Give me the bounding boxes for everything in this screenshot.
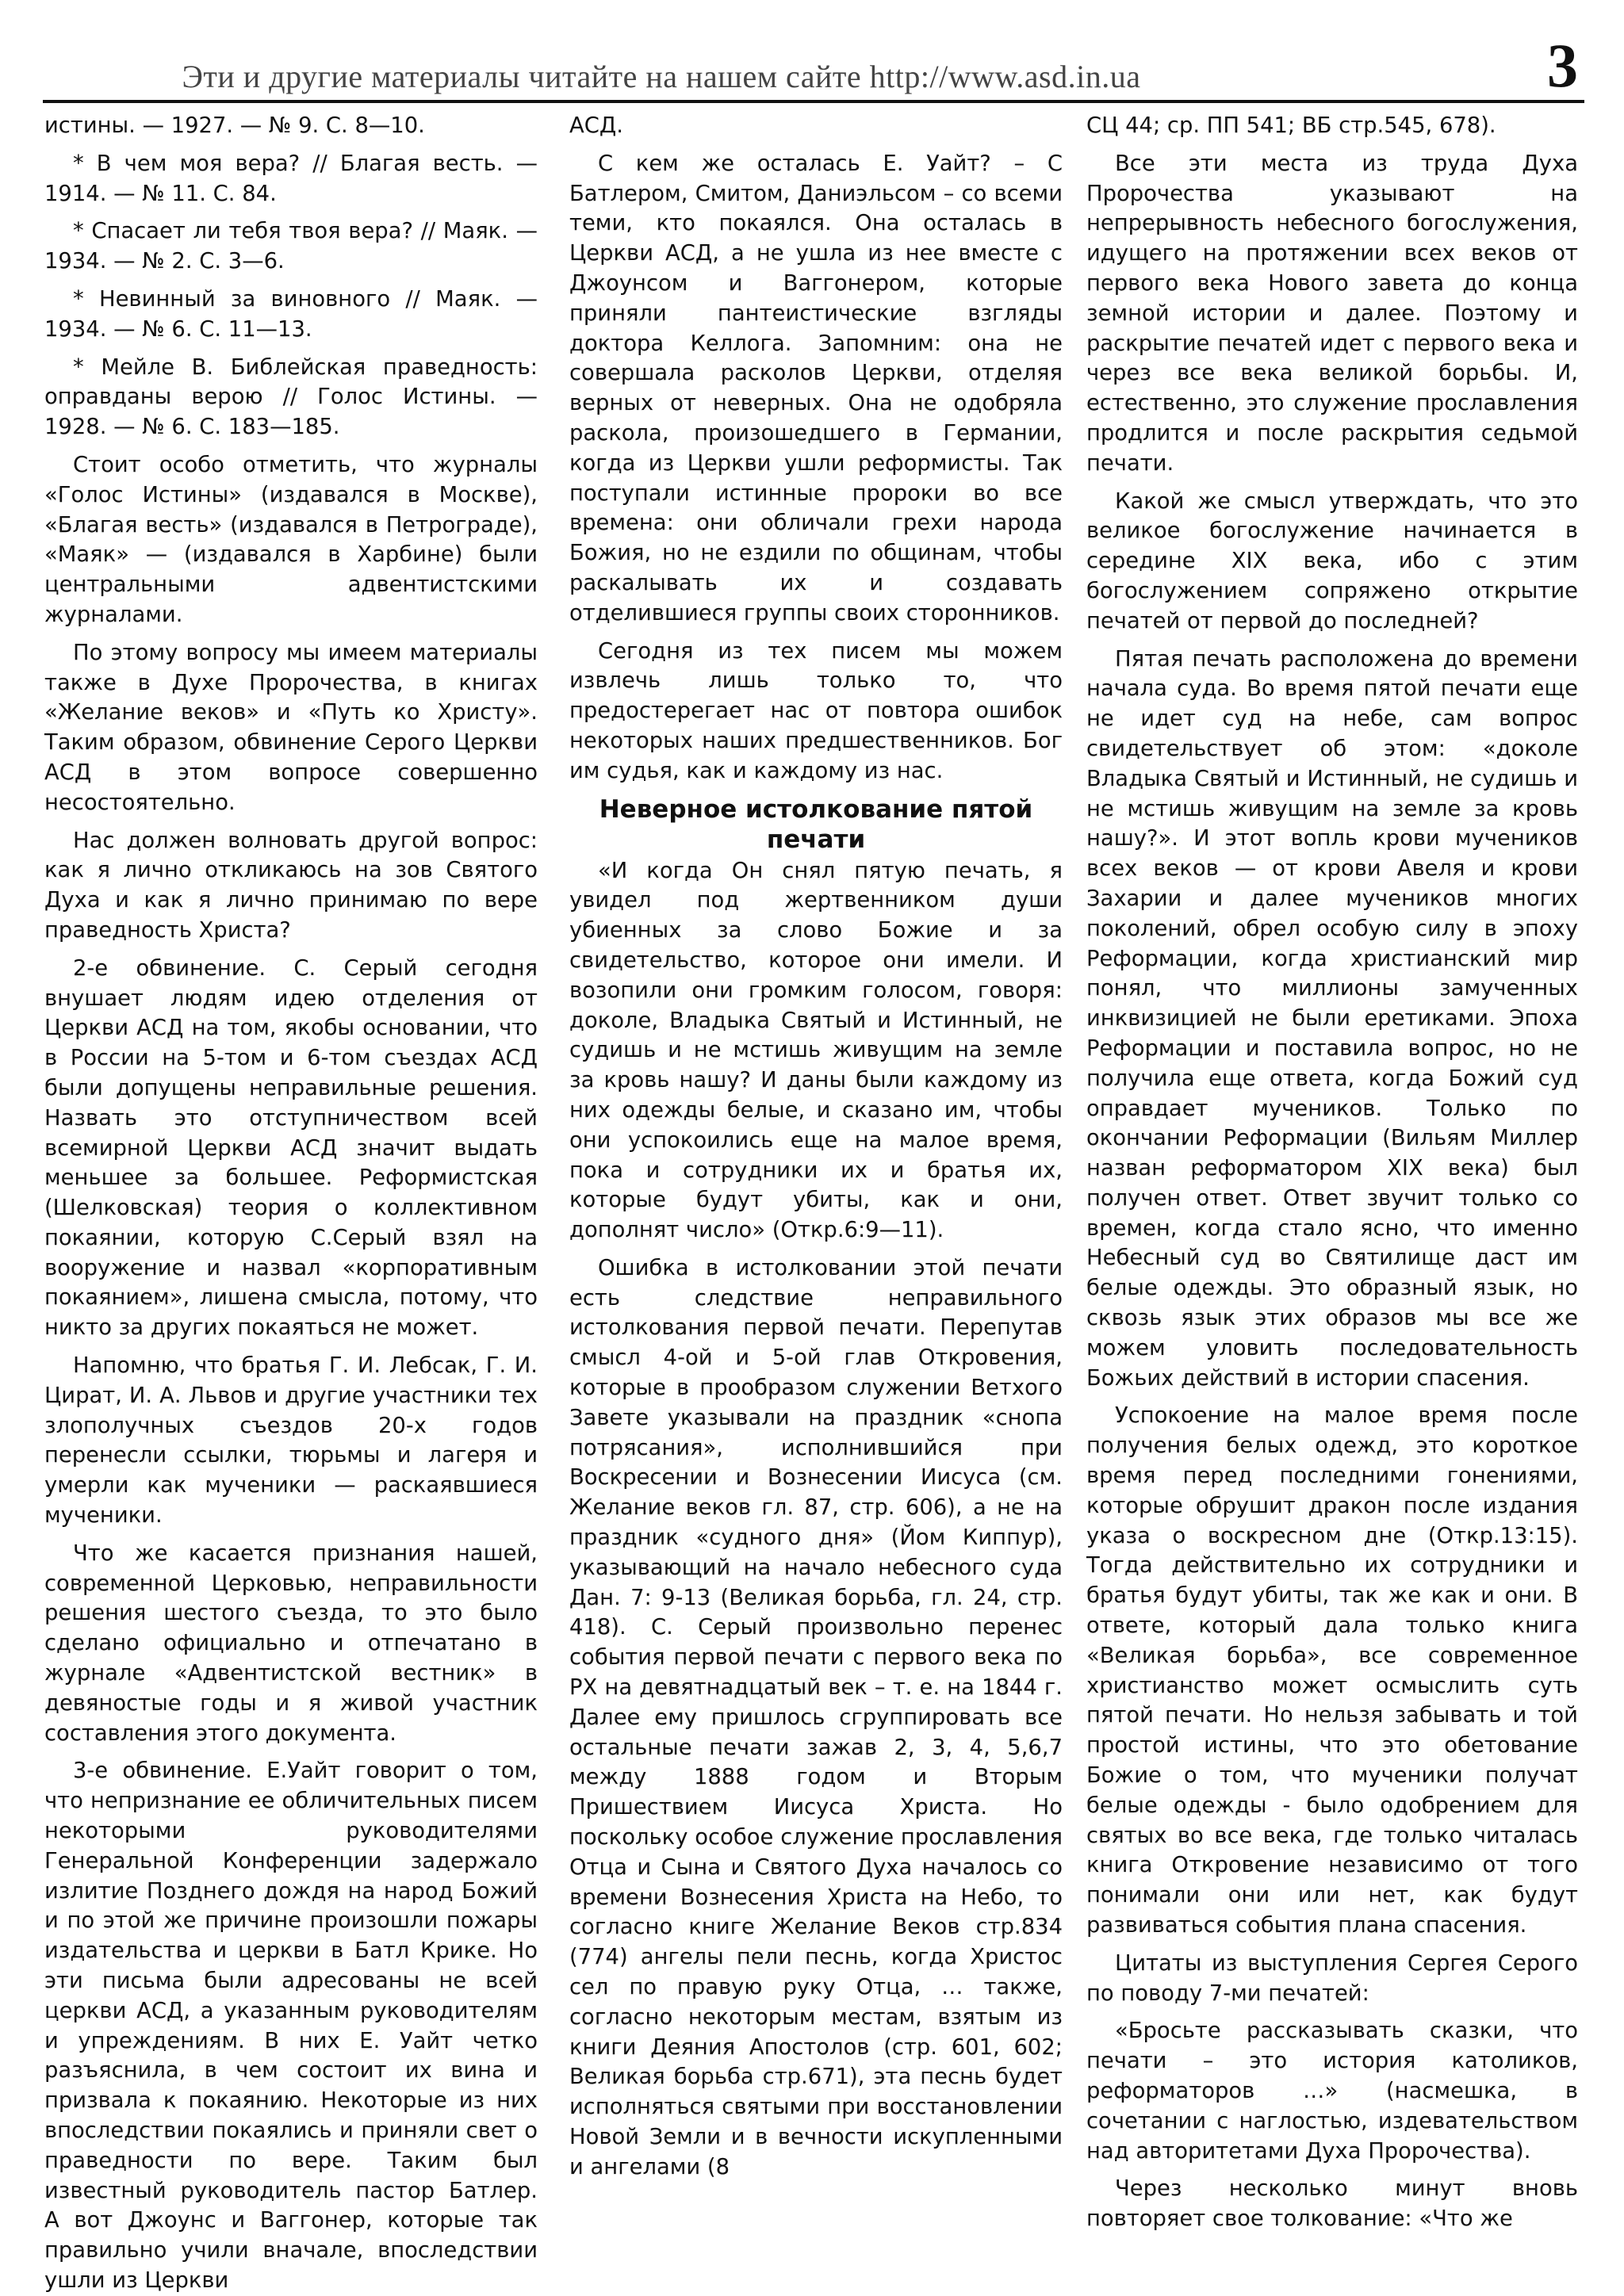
paragraph: Пятая печать расположена до времени начала суда. Во время пятой печати еще не идет суд на небе, сам вопрос свидетельствует об этом: «доколе Владыка Святый и Истинный, не судишь и не мстишь живущим на земле за кровь нашу?». И этот вопль крови мучеников всех веков — от крови Авеля и крови Захарии и далее мучеников многих поколений, обрел особую силу в эпоху Реформации, когда христианский мир понял, что миллионы замученных инквизицией не были еретиками. Эпоха Реформации и поставила вопрос, но не получила еще ответа, когда Божий суд оправдает мучеников. Только по окончании Реформации (Вильям Миллер назван реформатором XIX века) был получен ответ. Ответ звучит только со времен, когда стало ясно, что именно Небесный суд во Святилище даст им белые одежды. Это образный язык, но сквозь язык этих образов мы все же можем уловить последовательность Божьих действий в истории спасения. bbox=[1086, 646, 1578, 1391]
paragraph: Стоит особо отметить, что журналы «Голос Истины» (издавался в Москве), «Благая весть» (издавался в Петрограде), «Маяк» — (издавался в Харбине) были центральными адвентистскими журналами. bbox=[44, 452, 538, 627]
paragraph: * Мейле В. Библейская праведность: оправданы верою // Голос Истины. — 1928. — № 6. С. 183—185. bbox=[44, 354, 538, 440]
section-heading bbox=[569, 794, 1063, 855]
paragraph: Какой же смысл утверждать, что это великое богослужение начинается в середине XIX века, ибо с этим богослужением сопряжено открытие печатей от первой до последней? bbox=[1086, 488, 1578, 633]
paragraph: По этому вопросу мы имеем материалы также в Духе Пророчества, в книгах «Желание веков» и «Путь ко Христу». Таким образом, обвинение Серого Церкви АСД в этом вопросе совершенно несостоятельно. bbox=[44, 640, 538, 815]
paragraph: Напомню, что братья Г. И. Лебсак, Г. И. Цират, И. А. Львов и другие участники тех злополучных съездов 20-х годов перенесли ссылки, тюрьмы и лагеря и умерли как мученики — раскаявшиеся мученики. bbox=[44, 1353, 538, 1529]
paragraph: Ошибка в истолковании этой печати есть следствие неправильного истолкования первой печати. Перепутав смысл 4-ой и 5-ой глав Откровения, которые в прообразом служении Ветхого Завете указывали на праздник «снопа потрясания», исполнившийся при Воскресении и Вознесении Иисуса (см. Желание веков гл. 87, стр. 606), а не на праздник «судного дня» (Йом Киппур), указывающий на начало небесного суда Дан. 7: 9-13 (Великая борьба, гл. 24, стр. 418). С. Серый произвольно перенес события первой печати с первого века по РХ на девятнадцатый век – т. е. на 1844 г. Далее ему пришлось сгруппировать все остальные печати зажав 2, 3, 4, 5,6,7 между 1888 годом и Вторым Пришествием Иисуса Христа. Но поскольку особое служение прославления Отца и Сына и Святого Духа началось со времени Вознесения Христа на Небо, то согласно книге Желание Веков стр.834 (774) ангелы пели песнь, когда Христос сел по правую руку Отца, … также, согласно некоторым местам, взятым из книги Деяния Апостолов (стр. 601, 602; Великая борьба стр.671), эта песнь будет исполняться святыми при восстановлении Новой Земли и в вечности искупленными и ангелами (8 bbox=[569, 1255, 1063, 2179]
paragraph: * Невинный за виновного // Маяк. — 1934. — № 6. С. 11—13. bbox=[44, 286, 538, 342]
paragraph: Нас должен волновать другой вопрос: как я лично откликаюсь на зов Святого Духа и как я лично принимаю по вере праведность Христа? bbox=[44, 828, 538, 943]
section-heading-line: печати bbox=[766, 825, 866, 854]
paragraph: Что же касается признания нашей, современной Церковью, неправильности решения шестого съезда, то это было сделано официально и отпечатано в журнале «Адвентистской вестник» в девяностые годы и я живой участник составления этого документа. bbox=[44, 1540, 538, 1746]
text-column-3 bbox=[1086, 111, 1578, 2262]
paragraph: 2-е обвинение. С. Серый сегодня внушает людям идею отделения от Церкви АСД на том, якобы основании, что в России на 5-том и 6-том съездах АСД были допущены неправильные решения. Назвать это отступничеством всей всемирной Церкви АСД значит выдать меньшее за большее. Реформистская (Шелковская) теория о коллективном покаянии, которую С.Серый взял на вооружение и назвал «корпоративным покаянием», лишена смысла, потому, что никто за других покаяться не может. bbox=[44, 955, 538, 1341]
text-column-1 bbox=[44, 111, 538, 2293]
paragraph: С кем же осталась Е. Уайт? – С Батлером, Смитом, Даниэльсом – со всеми теми, кто покаялся. Она осталась в Церкви АСД, а не ушла из нее вместе с Джоунсом и Ваггонером, которые приняли пантеистические взгляды доктора Келлога. Запомним: она не совершала расколов Церкви, отделяя верных от неверных. Она не одобряла раскола, произошедшего в Германии, когда из Церкви ушли реформисты. Так поступали истинные пророки во все времена: они обличали грехи народа Божия, но не ездили по общинам, чтобы раскалывать их и создавать отделившиеся группы своих сторонников. bbox=[569, 151, 1063, 626]
paragraph: «И когда Он снял пятую печать, я увидел под жертвенником души убиенных за слово Божие и за свидетельство, которое они имели. И возопили они громким голосом, говоря: доколе, Владыка Святый и Истинный, не судишь и не мстишь живущим на земле за кровь нашу? И даны были каждому из них одежды белые, и сказано им, чтобы они успокоились еще на малое время, пока и сотрудники их и братья их, которые будут убиты, как и они, дополнят число» (Откр.6:9—11). bbox=[569, 858, 1063, 1243]
paragraph: * В чем моя вера? // Благая весть. — 1914. — № 11. С. 84. bbox=[44, 151, 538, 206]
paragraph: СЦ 44; ср. ПП 541; ВБ стр.545, 678). bbox=[1086, 113, 1496, 138]
page-number: 3 bbox=[1547, 31, 1578, 100]
paragraph: 3-е обвинение. Е.Уайт говорит о том, что непризнание ее обличительных писем некоторыми руководителями Генеральной Конференции задержало излитие Позднего дождя на народ Божий и по этой же причине произошли пожары издательства и церкви в Батл Крике. Но эти письма были адресованы не всей церкви АСД, а указанным руководителям и упреждениям. В них Е. Уайт четко разъяснила, в чем состоит их вина и призвала к покаянию. Некоторые из них впоследствии покаялись и приняли свет о праведности по вере. Таким был известный руководитель пастор Батлер. А вот Джоунс и Ваггонер, которые так правильно учили вначале, впоследствии ушли из Церкви bbox=[44, 1758, 538, 2293]
paragraph: Цитаты из выступления Сергея Серого по поводу 7-ми печатей: bbox=[1086, 1950, 1578, 2006]
page-header bbox=[43, 31, 1584, 103]
paragraph: АСД. bbox=[569, 113, 623, 138]
paragraph: Через несколько минут вновь повторяет свое толкование: «Что же bbox=[1086, 2176, 1578, 2232]
section-heading-line: Неверное истолкование пятой bbox=[599, 794, 1033, 824]
paragraph: истины. — 1927. — № 9. С. 8—10. bbox=[44, 113, 425, 138]
paragraph: Успокоение на малое время после получения белых одежд, это короткое время перед последними гонениями, которые обрушит дракон после издания указа о воскресном дне (Откр.13:15). Тогда действительно их сотрудники и братья будут убиты, так же как и они. В ответе, который дала только книга «Великая борьба», все современное христианство может осмыслить суть пятой печати. Но нельзя забывать и той простой истины, что это обетование Божие о том, что мученики получат белые одежды - было одобрением для святых во все века, где только читалась книга Откровение независимо от того понимали они или нет, как будут развиваться события плана спасения. bbox=[1086, 1403, 1578, 1938]
paragraph: Сегодня из тех писем мы можем извлечь лишь только то, что предостерегает нас от повтора ошибок некоторых наших предшественников. Бог им судья, как и каждому из нас. bbox=[569, 638, 1063, 783]
paragraph: * Спасает ли тебя твоя вера? // Маяк. — 1934. — № 2. С. 3—6. bbox=[44, 219, 538, 274]
text-column-2 bbox=[569, 111, 1063, 2262]
paragraph: Все эти места из труда Духа Пророчества указывают на непрерывность небесного богослужения, идущего на протяжении всех веков от первого века Нового завета до конца земной истории и далее. Поэтому и раскрытие печатей идет с первого века и через все века великой борьбы. И, естественно, это служение прославления продлится и после раскрытия седьмой печати. bbox=[1086, 151, 1578, 476]
paragraph: «Бросьте рассказывать сказки, что печати – это история католиков, реформаторов …» (насмешка, в сочетании с наглостью, издевательством над авторитетами Духа Пророчества). bbox=[1086, 2019, 1578, 2164]
website-banner: Эти и другие материалы читайте на нашем сайте http://www.asd.in.ua bbox=[182, 59, 1141, 94]
